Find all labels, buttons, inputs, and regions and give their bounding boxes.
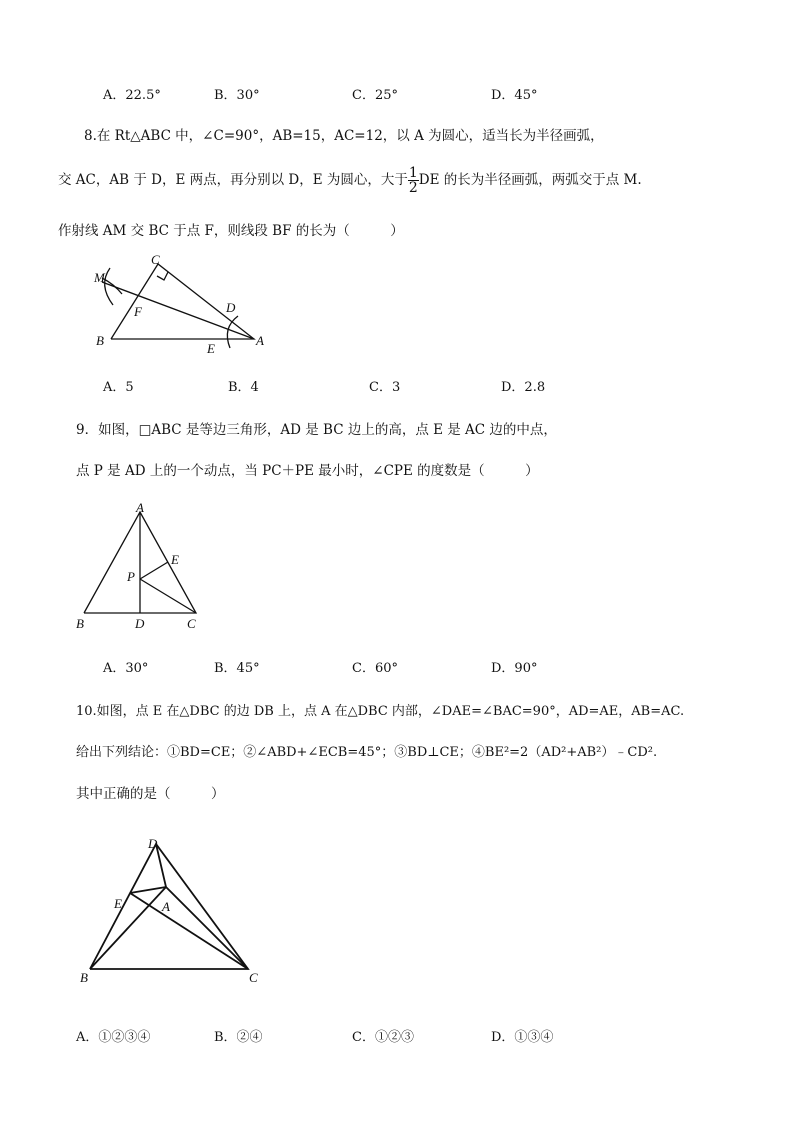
q9-label-c: C (187, 616, 196, 631)
q10-option-d: D．①③④ (491, 1030, 554, 1045)
q10-label-e: E (114, 896, 122, 911)
q8-option-d: D．2.8 (501, 380, 546, 395)
q9-stem-line2: 点 P 是 AD 上的一个动点，当 PC＋PE 最小时，∠CPE 的度数是（ ） (76, 463, 539, 479)
q9-option-b: B．45° (214, 661, 260, 676)
q10-label-b: B (80, 970, 88, 985)
q8-stem-line2-part1: 交 AC，AB 于 D，E 两点，再分别以 D，E 为圆心，大于 (58, 172, 408, 188)
q8-label-m: M (94, 270, 105, 285)
q9-option-c: C．60° (352, 661, 398, 676)
q8-right-angle-mark (157, 272, 168, 280)
q9-label-p: P (127, 569, 135, 584)
q8-figure (88, 250, 278, 360)
q10-option-b: B．②④ (214, 1030, 263, 1045)
q7-option-a: A．22.5° (103, 88, 161, 103)
q10-label-a: A (162, 899, 170, 914)
q10-label-d: D (148, 836, 158, 851)
q9-figure (70, 500, 210, 635)
q8-stem-line3: 作射线 AM 交 BC 于点 F，则线段 BF 的长为（ ） (58, 223, 404, 239)
q8-label-b: B (96, 333, 104, 348)
q9-label-b: B (76, 616, 84, 631)
q9-label-d: D (135, 616, 145, 631)
q10-figure (76, 832, 276, 992)
q8-label-f: F (134, 304, 142, 319)
q9-option-d: D．90° (491, 661, 538, 676)
q7-option-b: B．30° (214, 88, 260, 103)
q8-label-c: C (151, 252, 160, 267)
q10-segment-ec (130, 893, 248, 969)
q8-arc-m-outer (105, 268, 113, 305)
q9-option-a: A．30° (103, 661, 149, 676)
q7-option-d: D．45° (491, 88, 538, 103)
q8-label-e: E (207, 341, 215, 356)
q7-option-c: C．25° (352, 88, 398, 103)
q9-segment-pe (140, 562, 168, 579)
q8-label-d: D (226, 300, 236, 315)
q9-segment-pc (140, 579, 196, 613)
q9-label-a: A (136, 500, 144, 515)
q10-segment-ac (166, 887, 248, 969)
q9-stem-line1: 9．如图，□ABC 是等边三角形，AD 是 BC 边上的高，点 E 是 AC 边的中点， (76, 422, 557, 438)
q8-option-c: C．3 (369, 380, 401, 395)
q10-stem-line2: 给出下列结论：①BD=CE；②∠ABD+∠ECB=45°；③BD⊥CE；④BE²=2（AD²+AB²）﹣CD². (76, 745, 658, 760)
q9-label-e: E (171, 552, 179, 567)
q10-stem-line3: 其中正确的是（ ） (76, 786, 225, 802)
q8-stem-line2-part2: DE 的长为半径画弧，两弧交于点 M. (418, 172, 642, 188)
q10-segment-ba (90, 887, 166, 969)
q8-stem-line2 (58, 163, 642, 197)
q10-label-c: C (249, 970, 258, 985)
q10-option-c: C．①②③ (352, 1030, 414, 1045)
fraction-numerator: 1 (408, 165, 418, 181)
q10-stem-line1: 10.如图，点 E 在△DBC 的边 DB 上，点 A 在△DBC 内部，∠DAE=∠BAC=90°，AD=AE，AB=AC. (76, 704, 685, 719)
q8-stem-line1: 8.在 Rt△ABC 中，∠C=90°，AB=15，AC=12，以 A 为圆心，适当长为半径画弧， (84, 128, 604, 144)
q8-label-a: A (256, 333, 264, 348)
q8-option-a: A．5 (103, 380, 134, 395)
fraction-one-half (408, 166, 419, 195)
q8-option-b: B．4 (228, 380, 259, 395)
fraction-denominator: 2 (408, 180, 418, 196)
q10-option-a: A．①②③④ (76, 1030, 151, 1045)
